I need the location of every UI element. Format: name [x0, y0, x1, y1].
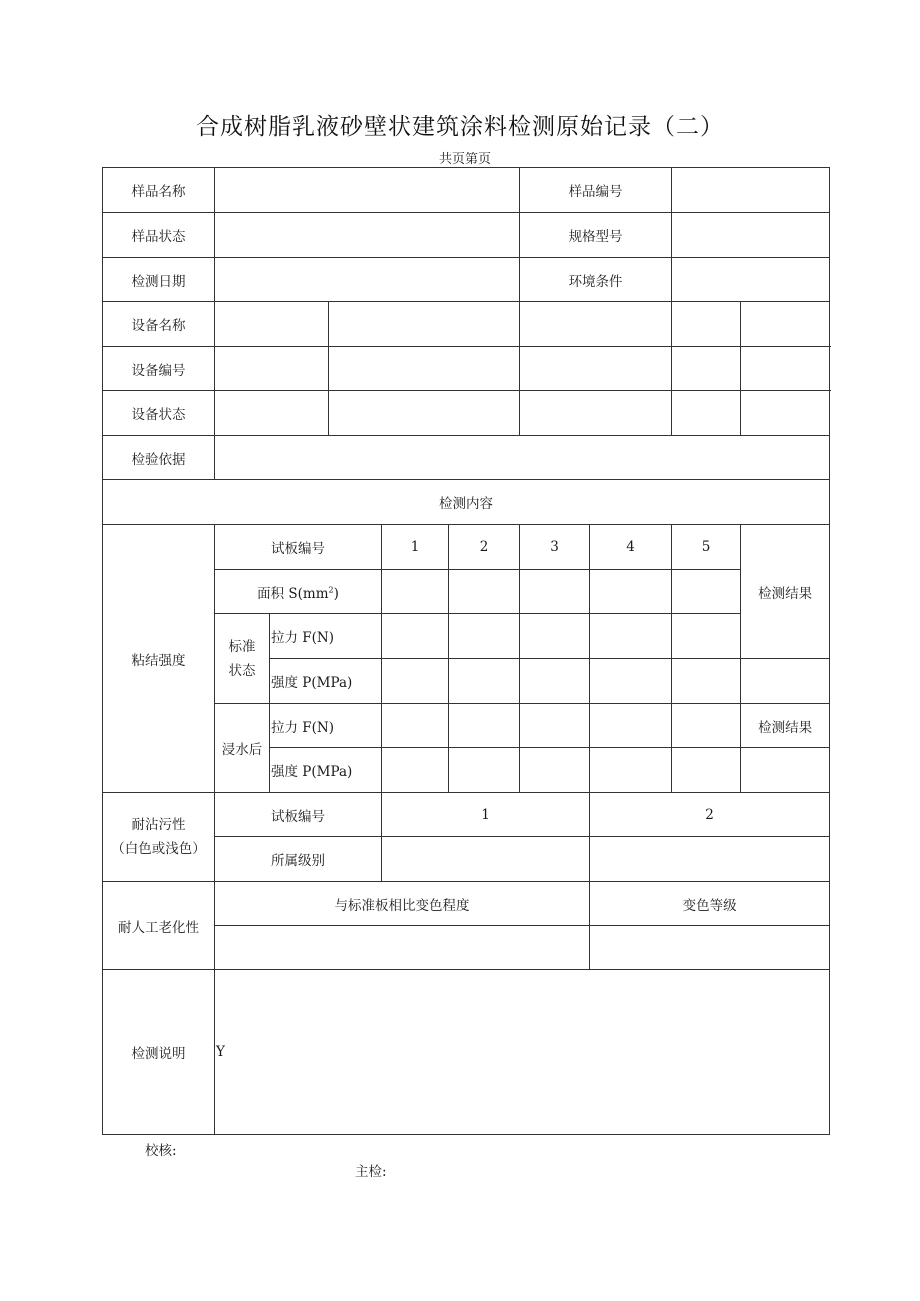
soaked-result-label: 检测结果 — [741, 704, 830, 748]
standard-strength-cell-1[interactable] — [382, 659, 449, 704]
soaked-strength-cell-5[interactable] — [672, 748, 741, 793]
stain-label — [103, 793, 215, 882]
stain-grade-cell-2[interactable] — [590, 837, 830, 882]
standard-tension-cell-4[interactable] — [590, 614, 672, 659]
soaked-strength-cell-1[interactable] — [382, 748, 449, 793]
standard-tension-label: 拉力 F(N) — [270, 614, 382, 659]
stain-grade-cell-1[interactable] — [382, 837, 590, 882]
equipment-state-cell-3[interactable] — [520, 391, 672, 436]
bond-plate-5: 5 — [672, 525, 741, 570]
row-stain-plate-no — [103, 793, 830, 837]
row-equipment-name — [103, 302, 830, 347]
standard-tension-cell-3[interactable] — [520, 614, 590, 659]
standard-line-1: 标准 — [228, 638, 256, 655]
equipment-name-cell-2[interactable] — [329, 302, 520, 347]
spec-model-value[interactable] — [672, 213, 830, 258]
equipment-no-cell-1[interactable] — [215, 347, 329, 391]
test-date-label: 检测日期 — [103, 258, 215, 302]
standard-tension-cell-2[interactable] — [449, 614, 520, 659]
bond-plate-3: 3 — [520, 525, 590, 570]
soaked-tension-cell-3[interactable] — [520, 704, 590, 748]
bond-area-cell-1[interactable] — [382, 570, 449, 614]
sample-state-value[interactable] — [215, 213, 520, 258]
soaked-tension-cell-2[interactable] — [449, 704, 520, 748]
aging-col1-label: 与标准板相比变色程度 — [215, 882, 590, 926]
page-title: 合成树脂乳液砂壁状建筑涂料检测原始记录（二） — [196, 114, 724, 140]
stain-grade-label: 所属级别 — [215, 837, 382, 882]
soaked-label: 浸水后 — [215, 704, 270, 793]
area-sup: 2 — [328, 585, 334, 594]
equipment-name-cell-1[interactable] — [215, 302, 329, 347]
aging-col1-value[interactable] — [215, 926, 590, 970]
aging-label: 耐人工老化性 — [103, 882, 215, 970]
soaked-strength-label: 强度 P(MPa) — [270, 748, 382, 793]
standard-tension-cell-5[interactable] — [672, 614, 741, 659]
row-basis — [103, 436, 830, 480]
area-suffix: ) — [333, 585, 339, 602]
basis-label: 检验依据 — [103, 436, 215, 480]
page-info: 共页第页 — [438, 152, 491, 167]
stain-line-1: 耐沾污性 — [131, 817, 186, 833]
standard-strength-cell-3[interactable] — [520, 659, 590, 704]
basis-value[interactable] — [215, 436, 830, 480]
equipment-state-label: 设备状态 — [103, 391, 215, 436]
bond-area-cell-5[interactable] — [672, 570, 741, 614]
soaked-strength-cell-3[interactable] — [520, 748, 590, 793]
bond-area-label — [215, 570, 382, 614]
row-equipment-state — [103, 391, 830, 436]
stain-plate-1: 1 — [382, 793, 590, 837]
row-content-header — [103, 480, 830, 525]
bond-area-cell-4[interactable] — [590, 570, 672, 614]
row-equipment-no — [103, 347, 830, 391]
standard-strength-cell-2[interactable] — [449, 659, 520, 704]
sample-state-label: 样品状态 — [103, 213, 215, 258]
equipment-no-cell-4[interactable] — [672, 347, 741, 391]
equipment-state-cell-2[interactable] — [329, 391, 520, 436]
bond-plate-4: 4 — [590, 525, 672, 570]
content-header: 检测内容 — [103, 480, 830, 525]
equipment-state-cell-5[interactable] — [741, 391, 830, 436]
standard-strength-label: 强度 P(MPa) — [270, 659, 382, 704]
stain-plate-2: 2 — [590, 793, 830, 837]
soaked-strength-cell-4[interactable] — [590, 748, 672, 793]
stain-line-2: （白色或浅色） — [111, 841, 206, 857]
row-test-date — [103, 258, 830, 302]
sample-no-label: 样品编号 — [520, 168, 672, 213]
soaked-tension-cell-5[interactable] — [672, 704, 741, 748]
aging-col2-value[interactable] — [590, 926, 830, 970]
equipment-no-cell-5[interactable] — [741, 347, 830, 391]
stain-plate-no-label: 试板编号 — [215, 793, 382, 837]
equipment-no-cell-3[interactable] — [520, 347, 672, 391]
row-bond-plate-no — [103, 525, 830, 570]
bond-plate-1: 1 — [382, 525, 449, 570]
notes-label: 检测说明 — [103, 970, 215, 1135]
standard-result-value[interactable] — [741, 659, 830, 704]
record-form — [102, 167, 830, 1135]
row-sample-name — [103, 168, 830, 213]
inspector-label: 主检: — [355, 1164, 387, 1180]
equipment-name-cell-5[interactable] — [741, 302, 830, 347]
notes-value[interactable]: Y — [215, 970, 830, 1135]
bond-strength-label: 粘结强度 — [103, 525, 215, 793]
env-conditions-value[interactable] — [672, 258, 830, 302]
soaked-tension-cell-1[interactable] — [382, 704, 449, 748]
sample-no-value[interactable] — [672, 168, 830, 213]
reviewer-label: 校核: — [145, 1143, 177, 1159]
soaked-tension-label: 拉力 F(N) — [270, 704, 382, 748]
env-conditions-label: 环境条件 — [520, 258, 672, 302]
equipment-state-cell-1[interactable] — [215, 391, 329, 436]
equipment-name-cell-4[interactable] — [672, 302, 741, 347]
bond-area-cell-2[interactable] — [449, 570, 520, 614]
bond-area-cell-3[interactable] — [520, 570, 590, 614]
bond-plate-2: 2 — [449, 525, 520, 570]
soaked-strength-cell-2[interactable] — [449, 748, 520, 793]
spec-model-label: 规格型号 — [520, 213, 672, 258]
soaked-tension-cell-4[interactable] — [590, 704, 672, 748]
sample-name-value[interactable] — [215, 168, 520, 213]
aging-col2-label: 变色等级 — [590, 882, 830, 926]
soaked-result-value[interactable] — [741, 748, 830, 793]
equipment-name-label: 设备名称 — [103, 302, 215, 347]
area-prefix: 面积 S(mm — [257, 585, 329, 602]
standard-strength-cell-5[interactable] — [672, 659, 741, 704]
row-notes — [103, 970, 830, 1135]
bond-result-label: 检测结果 — [741, 525, 830, 659]
row-sample-state — [103, 213, 830, 258]
test-date-value[interactable] — [215, 258, 520, 302]
equipment-no-label: 设备编号 — [103, 347, 215, 391]
row-aging-header — [103, 882, 830, 926]
standard-tension-cell-1[interactable] — [382, 614, 449, 659]
standard-state-label — [215, 614, 270, 704]
bond-plate-no-label: 试板编号 — [215, 525, 382, 570]
equipment-no-cell-2[interactable] — [329, 347, 520, 391]
equipment-state-cell-4[interactable] — [672, 391, 741, 436]
standard-line-2: 状态 — [228, 662, 256, 679]
standard-strength-cell-4[interactable] — [590, 659, 672, 704]
equipment-name-cell-3[interactable] — [520, 302, 672, 347]
sample-name-label: 样品名称 — [103, 168, 215, 213]
